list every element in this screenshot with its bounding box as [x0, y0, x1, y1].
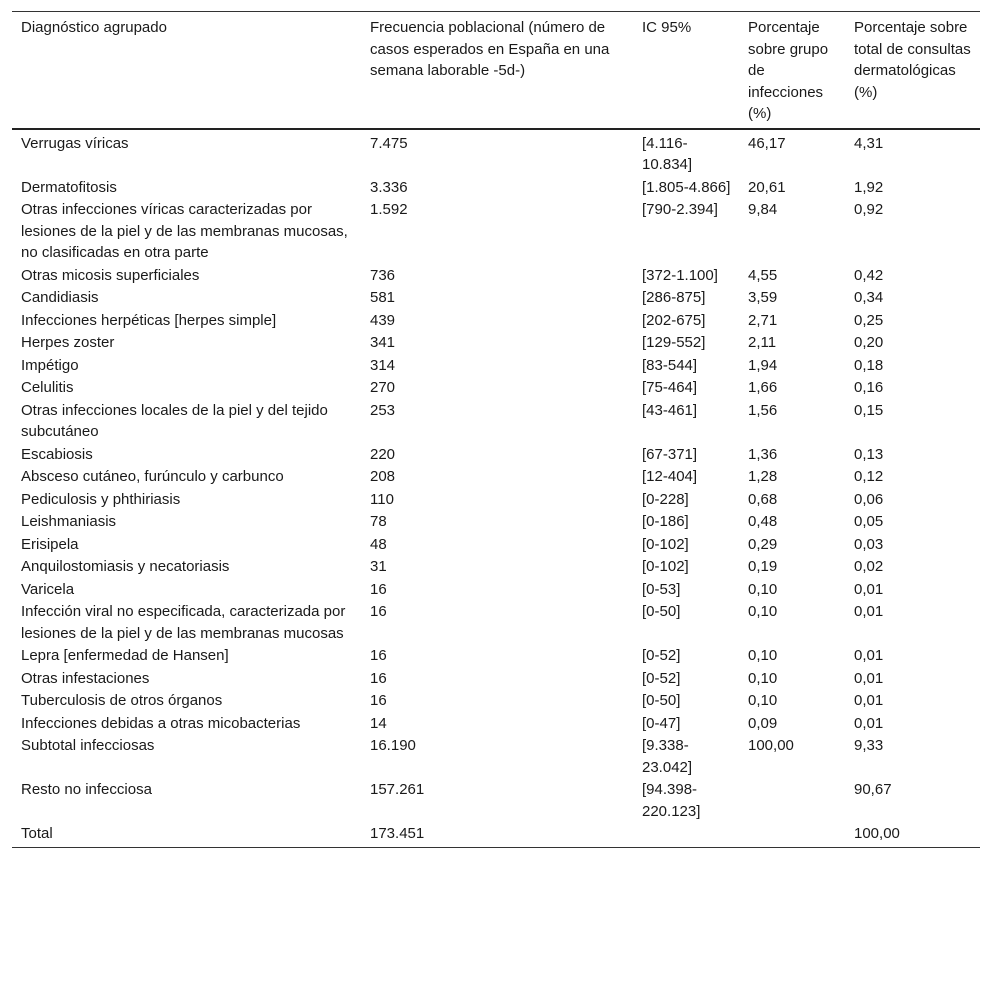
- table-row: [12, 735, 980, 779]
- cell-frequency: 16: [370, 692, 387, 709]
- cell-diagnosis: Subtotal infecciosas: [21, 737, 155, 754]
- cell-frequency: 208: [370, 468, 396, 485]
- cell-frequency: 16: [370, 603, 387, 620]
- cell-ci: [0-47]: [642, 714, 681, 732]
- cell-pct-total: 0,12: [854, 468, 884, 485]
- cell-frequency: 220: [370, 445, 396, 463]
- cell-pct-infections: 0,10: [748, 603, 778, 620]
- header-ci: IC 95%: [642, 19, 692, 36]
- cell-frequency: 48: [370, 535, 387, 553]
- cell-frequency: 78: [370, 513, 387, 530]
- cell-pct-infections: 1,36: [748, 445, 778, 463]
- cell-frequency: 3.336: [370, 178, 408, 196]
- table-row: [12, 355, 980, 378]
- diagnosis-frequency-table: [12, 11, 980, 848]
- cell-pct-infections: 1,94: [748, 356, 778, 374]
- cell-pct-total: 0,92: [854, 201, 884, 218]
- cell-frequency: 341: [370, 334, 396, 351]
- cell-pct-infections: 0,29: [748, 535, 778, 553]
- table-row: [12, 310, 980, 333]
- cell-pct-infections: 1,56: [748, 401, 778, 419]
- table-row: [12, 466, 980, 489]
- cell-diagnosis: Otras infecciones víricas caracterizadas por lesiones de la piel y de las membranas mucosas, no clasificadas en otra parte: [21, 201, 348, 261]
- cell-diagnosis: Otras infecciones locales de la piel y del tejido subcutáneo: [21, 401, 328, 440]
- cell-ci: [0-102]: [642, 558, 689, 575]
- cell-ci: [9.338-23.042]: [642, 737, 693, 776]
- cell-pct-total: 0,06: [854, 490, 884, 508]
- table-row: [12, 377, 980, 400]
- cell-pct-infections: 46,17: [748, 134, 786, 152]
- cell-pct-total: 0,18: [854, 356, 884, 374]
- cell-pct-total: 0,01: [854, 580, 884, 598]
- header-row: [12, 12, 980, 129]
- header-pct-infections: Porcentaje sobre grupo de infecciones (%): [748, 19, 829, 122]
- cell-frequency: 270: [370, 379, 396, 396]
- cell-diagnosis: Otras infestaciones: [21, 669, 150, 687]
- cell-diagnosis: Infección viral no especificada, caracterizada por lesiones de la piel y de las membranas mucosas: [21, 603, 346, 642]
- cell-ci: [372-1.100]: [642, 266, 718, 284]
- cell-frequency: 16: [370, 669, 387, 687]
- cell-ci: [83-544]: [642, 356, 698, 374]
- cell-diagnosis: Candidiasis: [21, 289, 99, 306]
- cell-diagnosis: Dermatofitosis: [21, 178, 117, 196]
- cell-pct-total: 0,15: [854, 401, 884, 419]
- cell-pct-total: 0,03: [854, 535, 884, 553]
- table-row: [12, 489, 980, 512]
- header-pct-total: Porcentaje sobre total de consultas dermatológicas (%): [854, 19, 971, 101]
- cell-pct-total: 9,33: [854, 737, 884, 754]
- table-row: [12, 579, 980, 602]
- cell-ci: [1.805-4.866]: [642, 178, 731, 196]
- cell-pct-total: 100,00: [854, 825, 900, 842]
- cell-pct-total: 0,01: [854, 647, 884, 664]
- table-row: [12, 823, 980, 847]
- cell-pct-infections: [739, 823, 845, 847]
- cell-diagnosis: Leishmaniasis: [21, 513, 117, 530]
- cell-pct-total: 0,34: [854, 289, 884, 306]
- cell-ci: [790-2.394]: [642, 201, 718, 218]
- cell-pct-infections: 2,11: [748, 334, 777, 351]
- cell-ci: [12-404]: [642, 468, 698, 485]
- table-row: [12, 779, 980, 823]
- cell-pct-infections: 0,10: [748, 580, 778, 598]
- cell-pct-infections: 20,61: [748, 178, 786, 196]
- cell-frequency: 14: [370, 714, 387, 732]
- cell-pct-total: 0,13: [854, 445, 884, 463]
- cell-frequency: 736: [370, 266, 396, 284]
- cell-frequency: 31: [370, 558, 387, 575]
- cell-diagnosis: Resto no infecciosa: [21, 781, 152, 798]
- table-row: [12, 713, 980, 736]
- cell-pct-total: 90,67: [854, 781, 892, 798]
- cell-pct-total: 0,20: [854, 334, 884, 351]
- cell-pct-infections: 2,71: [748, 311, 778, 329]
- cell-diagnosis: Verrugas víricas: [21, 134, 129, 152]
- cell-diagnosis: Anquilostomiasis y necatoriasis: [21, 558, 230, 575]
- cell-ci: [75-464]: [642, 379, 698, 396]
- cell-diagnosis: Lepra [enfermedad de Hansen]: [21, 647, 229, 664]
- cell-frequency: 7.475: [370, 134, 408, 152]
- cell-ci: [0-50]: [642, 603, 681, 620]
- cell-ci: [0-228]: [642, 490, 689, 508]
- cell-frequency: 110: [370, 490, 394, 508]
- cell-ci: [0-53]: [642, 580, 681, 598]
- table-row: [12, 645, 980, 668]
- table-row: [12, 601, 980, 645]
- cell-ci: [202-675]: [642, 311, 706, 329]
- cell-pct-infections: 1,28: [748, 468, 778, 485]
- cell-ci: [67-371]: [642, 445, 698, 463]
- table-row: [12, 511, 980, 534]
- cell-ci: [633, 823, 739, 847]
- table-row: [12, 400, 980, 444]
- cell-pct-infections: 0,19: [748, 558, 778, 575]
- cell-ci: [0-102]: [642, 535, 689, 553]
- cell-pct-infections: 100,00: [748, 737, 794, 754]
- table-row: [12, 444, 980, 467]
- cell-ci: [94.398-220.123]: [642, 781, 701, 820]
- cell-diagnosis: Escabiosis: [21, 445, 93, 463]
- table-body: [12, 129, 980, 848]
- cell-diagnosis: Infecciones debidas a otras micobacterias: [21, 714, 301, 732]
- cell-pct-total: 0,01: [854, 603, 884, 620]
- cell-pct-total: 0,01: [854, 692, 884, 709]
- cell-pct-total: 0,05: [854, 513, 884, 530]
- table-header: [12, 12, 980, 129]
- cell-diagnosis: Pediculosis y phthiriasis: [21, 490, 181, 508]
- header-frequency: Frecuencia poblacional (número de casos esperados en España en una semana laborable -5d-): [370, 19, 610, 79]
- cell-ci: [286-875]: [642, 289, 706, 306]
- cell-diagnosis: Otras micosis superficiales: [21, 266, 200, 284]
- cell-pct-total: 0,01: [854, 714, 884, 732]
- cell-frequency: 439: [370, 311, 396, 329]
- cell-frequency: 253: [370, 401, 396, 419]
- cell-diagnosis: Erisipela: [21, 535, 79, 553]
- table-row: [12, 690, 980, 713]
- table-row: [12, 265, 980, 288]
- cell-pct-total: 0,25: [854, 311, 884, 329]
- table-row: [12, 287, 980, 310]
- cell-pct-infections: 3,59: [748, 289, 778, 306]
- table-row: [12, 332, 980, 355]
- cell-pct-infections: 1,66: [748, 379, 778, 396]
- cell-pct-infections: 0,09: [748, 714, 778, 732]
- table-row: [12, 199, 980, 265]
- cell-ci: [129-552]: [642, 334, 706, 351]
- cell-ci: [0-52]: [642, 669, 681, 687]
- cell-frequency: 16: [370, 647, 387, 664]
- cell-frequency: 173.451: [370, 825, 425, 842]
- cell-diagnosis: Herpes zoster: [21, 334, 115, 351]
- table-row: [12, 556, 980, 579]
- cell-diagnosis: Infecciones herpéticas [herpes simple]: [21, 311, 277, 329]
- cell-diagnosis: Absceso cutáneo, furúnculo y carbunco: [21, 468, 284, 485]
- cell-diagnosis: Tuberculosis de otros órganos: [21, 692, 223, 709]
- cell-frequency: 157.261: [370, 781, 425, 798]
- cell-frequency: 1.592: [370, 201, 408, 218]
- table-row: [12, 668, 980, 691]
- cell-ci: [43-461]: [642, 401, 698, 419]
- cell-ci: [0-52]: [642, 647, 681, 664]
- cell-frequency: 16.190: [370, 737, 416, 754]
- header-diagnosis: Diagnóstico agrupado: [21, 19, 167, 36]
- cell-pct-infections: 0,10: [748, 669, 778, 687]
- cell-pct-infections: 0,68: [748, 490, 778, 508]
- table-row: [12, 534, 980, 557]
- cell-pct-total: 1,92: [854, 178, 884, 196]
- cell-pct-infections: [739, 779, 845, 823]
- cell-pct-total: 0,16: [854, 379, 884, 396]
- cell-diagnosis: Impétigo: [21, 356, 79, 374]
- table-row: [12, 129, 980, 177]
- cell-pct-infections: 9,84: [748, 201, 778, 218]
- table-row: [12, 177, 980, 200]
- cell-pct-infections: 0,10: [748, 647, 778, 664]
- cell-frequency: 581: [370, 289, 396, 306]
- cell-frequency: 16: [370, 580, 387, 598]
- cell-pct-infections: 4,55: [748, 266, 778, 284]
- cell-pct-total: 4,31: [854, 134, 884, 152]
- cell-pct-infections: 0,48: [748, 513, 778, 530]
- cell-diagnosis: Varicela: [21, 580, 75, 598]
- cell-frequency: 314: [370, 356, 396, 374]
- cell-pct-infections: 0,10: [748, 692, 778, 709]
- cell-ci: [0-186]: [642, 513, 689, 530]
- cell-pct-total: 0,42: [854, 266, 884, 284]
- cell-ci: [0-50]: [642, 692, 681, 709]
- cell-ci: [4.116-10.834]: [642, 134, 693, 173]
- cell-pct-total: 0,01: [854, 669, 884, 687]
- cell-diagnosis: Total: [21, 825, 53, 842]
- cell-diagnosis: Celulitis: [21, 379, 74, 396]
- cell-pct-total: 0,02: [854, 558, 884, 575]
